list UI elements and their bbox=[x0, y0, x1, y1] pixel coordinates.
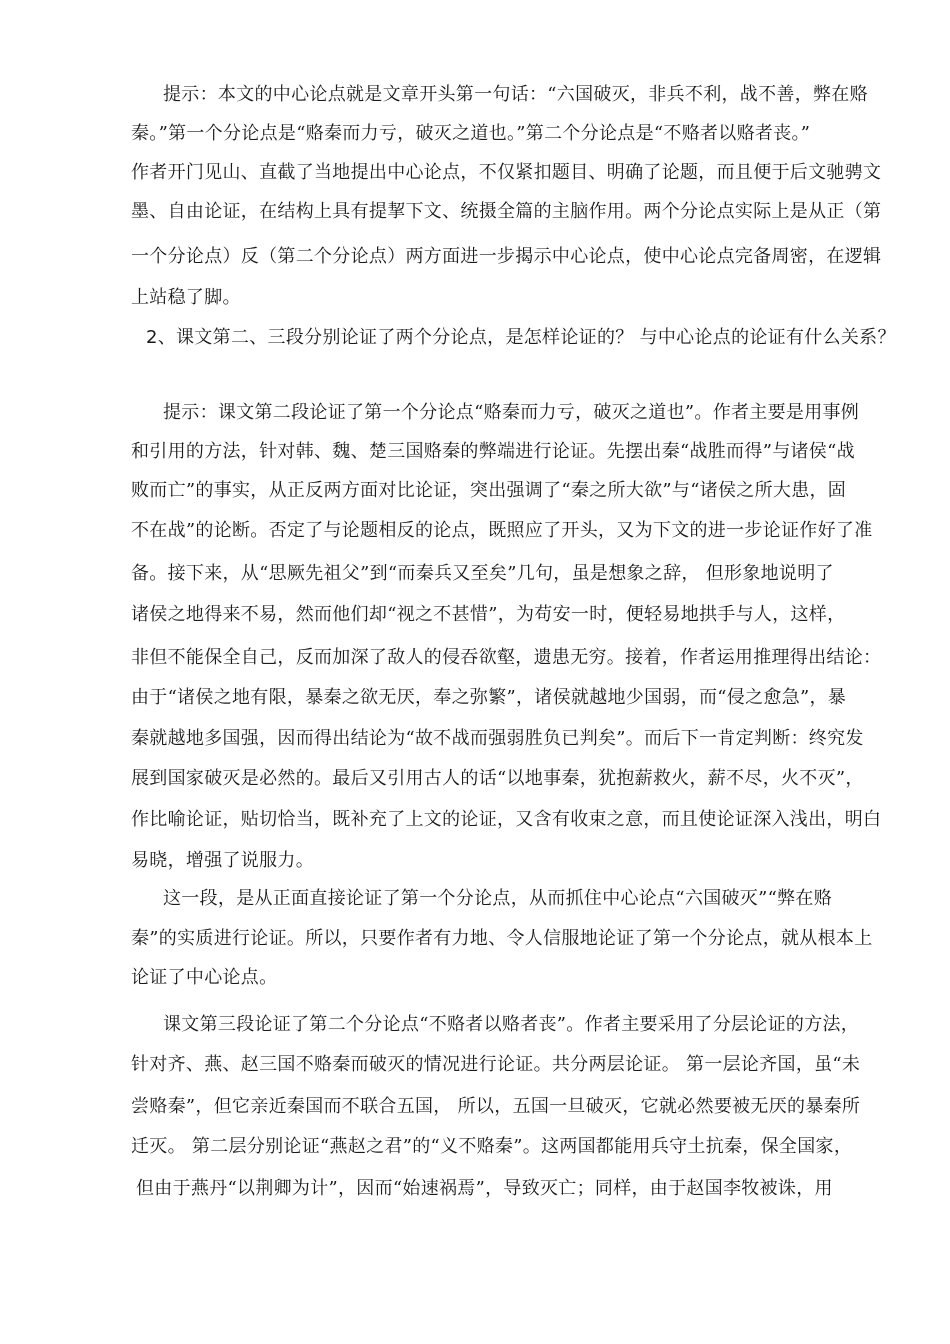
paragraph-line: 迁灭。 第二层分别论证“燕赵之君”的“义不赂秦”。这两国都能用兵守土抗秦，保全国家， bbox=[131, 1136, 853, 1157]
paragraph-line: 墨、自由论证，在结构上具有提挈下文、统摄全篇的主脑作用。两个分论点实际上是从正（第 bbox=[131, 201, 882, 222]
paragraph-line: 秦就越地多国强，因而得出结论为“故不战而强弱胜负已判矣”。而后下一肯定判断：终究发 bbox=[131, 728, 864, 749]
paragraph-line: 课文第三段论证了第二个分论点“不赂者以赂者丧”。作者主要采用了分层论证的方法， bbox=[163, 1014, 860, 1035]
paragraph-line: 上站稳了脚。 bbox=[131, 287, 241, 308]
paragraph-line: 这一段，是从正面直接论证了第一个分论点，从而抓住中心论点“六国破灭”“弊在赂 bbox=[163, 888, 833, 909]
paragraph-line: 论证了中心论点。 bbox=[131, 967, 278, 988]
paragraph-line: 尝赂秦”，但它亲近秦国而不联合五国， 所以，五国一旦破灭，它就必然要被无厌的暴秦所 bbox=[131, 1096, 861, 1117]
paragraph-line: 秦。”第一个分论点是“赂秦而力亏，破灭之道也。”第二个分论点是“不赂者以赂者丧。” bbox=[131, 123, 811, 144]
question-line: 2、课文第二、三段分别论证了两个分论点，是怎样论证的？ 与中心论点的论证有什么关系？ bbox=[146, 327, 896, 348]
paragraph-line: 作者开门见山、直截了当地提出中心论点，不仅紧扣题目、明确了论题，而且便于后文驰骋文 bbox=[131, 162, 882, 183]
paragraph-line: 提示：本文的中心论点就是文章开头第一句话：“六国破灭，非兵不利，战不善，弊在赂 bbox=[163, 84, 868, 105]
paragraph-line: 由于“诸侯之地有限，暴秦之欲无厌，奉之弥繁”，诸侯就越地少国弱，而“侵之愈急”，暴 bbox=[131, 687, 847, 708]
paragraph-line: 但由于燕丹“以荆卿为计”，因而“始速祸焉”，导致灭亡；同样，由于赵国李牧被诛，用 bbox=[136, 1178, 833, 1199]
paragraph-line: 备。接下来，从“思厥先祖父”到“而秦兵又至矣”几句，虽是想象之辞， 但形象地说明了 bbox=[131, 563, 834, 584]
paragraph-line: 秦”的实质进行论证。所以，只要作者有力地、令人信服地论证了第一个分论点，就从根本上 bbox=[131, 928, 873, 949]
paragraph-line: 诸侯之地得来不易，然而他们却“视之不甚惜”，为苟安一时，便轻易地拱手与人，这样， bbox=[131, 604, 846, 625]
paragraph-line: 针对齐、燕、赵三国不赂秦而破灭的情况进行论证。共分两层论证。 第一层论齐国，虽“未 bbox=[131, 1054, 861, 1075]
paragraph-line: 易晓，增强了说服力。 bbox=[131, 850, 314, 871]
paragraph-line: 不在战”的论断。否定了与论题相反的论点，既照应了开头，又为下文的进一步论证作好了准 bbox=[131, 520, 873, 541]
paragraph-line: 和引用的方法，针对韩、魏、楚三国赂秦的弊端进行论证。先摆出秦“战胜而得”与诸侯“战 bbox=[131, 441, 855, 462]
paragraph-line: 展到国家破灭是必然的。最后又引用古人的话“以地事秦，犹抱薪救火，薪不尽，火不灭”， bbox=[131, 768, 864, 789]
paragraph-line: 一个分论点）反（第二个分论点）两方面进一步揭示中心论点，使中心论点完备周密，在逻辑 bbox=[131, 246, 882, 267]
paragraph-line: 作比喻论证，贴切恰当，既补充了上文的论证，又含有收束之意，而且使论证深入浅出，明白 bbox=[131, 809, 882, 830]
paragraph-line: 败而亡”的事实，从正反两方面对比论证，突出强调了“秦之所大欲”与“诸侯之所大患，固 bbox=[131, 480, 847, 501]
paragraph-line: 提示：课文第二段论证了第一个分论点“赂秦而力亏，破灭之道也”。作者主要是用事例 bbox=[163, 402, 860, 423]
paragraph-line: 非但不能保全自己，反而加深了敌人的侵吞欲壑，遗患无穷。接着，作者运用推理得出结论： bbox=[131, 647, 882, 668]
